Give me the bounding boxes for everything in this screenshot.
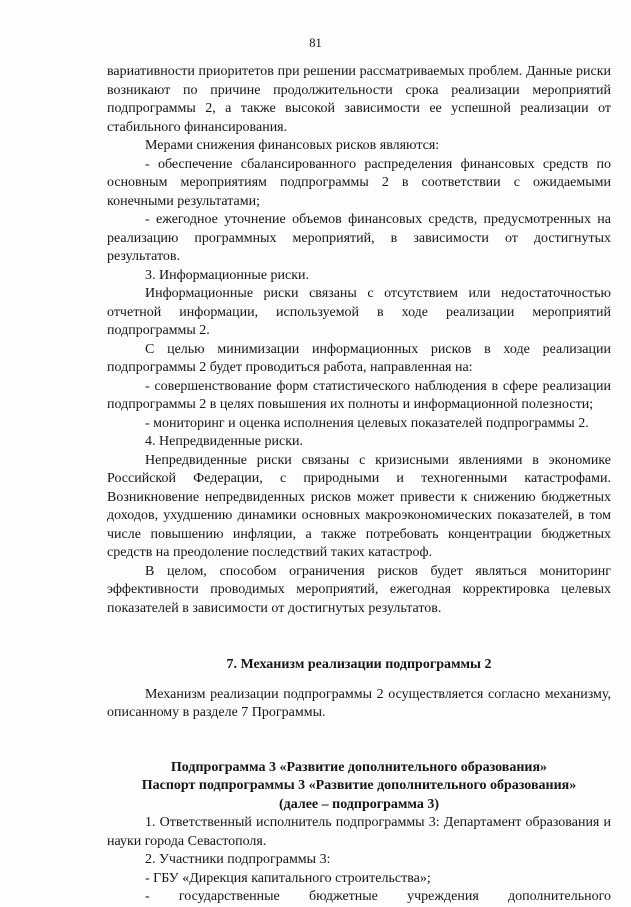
paragraph: 4. Непредвиденные риски. — [145, 434, 304, 449]
paragraph: Информационные риски связаны с отсутствием или недостаточностью отчетной информации, используемой в ходе реализации мероприятий подпрограммы 2. — [107, 286, 611, 338]
paragraph: 3. Информационные риски. — [145, 267, 310, 283]
subprogram-headings — [107, 759, 611, 815]
spacer — [107, 618, 611, 637]
passport-note: (далее – подпрограмма 3) — [278, 796, 440, 812]
passport-title: Паспорт подпрограммы 3 «Развитие дополнительного образования» — [141, 778, 577, 793]
page-body — [107, 63, 611, 907]
spacer — [107, 723, 611, 742]
paragraph: В целом, способом ограничения рисков будет являться мониторинг эффективности проводимых мероприятий, ежегодная корректировка целевых показателей в зависимости от достигнутых результатов. — [107, 563, 611, 616]
paragraph: Механизм реализации подпрограммы 2 осуществляется согласно механизму, описанному в разделе 7 Программы. — [107, 686, 611, 720]
list-item: - мониторинг и оценка исполнения целевых показателей подпрограммы 2. — [145, 415, 589, 431]
subprogram-title: Подпрограмма 3 «Развитие дополнительного образования» — [170, 759, 548, 775]
page-number: 81 — [309, 36, 322, 50]
list-item: 2. Участники подпрограммы 3: — [145, 852, 331, 867]
list-item: 1. Ответственный исполнитель подпрограммы 3: Департамент образования и науки города Севастополя. — [107, 815, 611, 849]
paragraph: Непредвиденные риски связаны с кризисными явлениями в экономике Российской Федерации, с природными и техногенными катастрофами. Возникновение непредвиденных рисков может привести к снижению бюджетных доходов, ухудшению динамики основных макроэкономических показателей, в том числе повышению инфляции, а также потребовать концентрации бюджетных средств на преодоление последствий таких катастроф. — [107, 452, 611, 560]
list-item: - ежегодное уточнение объемов финансовых средств, предусмотренных на реализацию программных мероприятий, в зависимости от достигнутых результатов. — [107, 212, 611, 264]
paragraph: С целью минимизации информационных рисков в ходе реализации подпрограммы 2 будет проводиться работа, направленная на: — [107, 341, 611, 375]
list-item: - государственные бюджетные учреждения дополнительного — [145, 889, 611, 904]
list-item: - совершенствование форм статистического наблюдения в сфере реализации подпрограммы 2 в целях повышения их полноты и информационной полезности; — [107, 378, 611, 412]
paragraph: вариативности приоритетов при решении рассматриваемых проблем. Данные риски возникают по причине продолжительности срока реализации мероприятий подпрограммы 2, а также высокой зависимости ее успешной реализации от стабильного финансирования. — [107, 64, 611, 135]
section-heading: 7. Механизм реализации подпрограммы 2 — [226, 657, 492, 672]
paragraph: Мерами снижения финансовых рисков являются: — [145, 138, 440, 153]
list-item: - обеспечение сбалансированного распределения финансовых средств по основным мероприятиям подпрограммы 2 в соответствии с ожидаемыми конечными результатами; — [107, 156, 611, 209]
list-item: - ГБУ «Дирекция капитального строительства»; — [145, 870, 431, 886]
